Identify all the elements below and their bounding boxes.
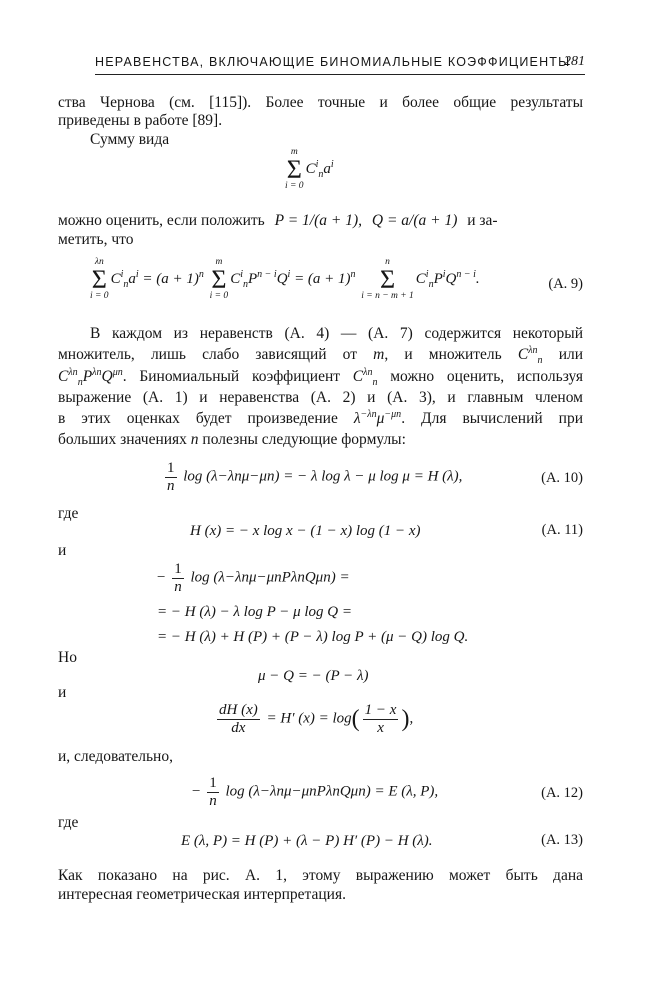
equation-a12: − $\frac{1}{n}$ log (λ−λnμ−μnPλnQμn) = E (λ, P), bbox=[192, 775, 439, 809]
text-line: и bbox=[58, 684, 67, 701]
text-line: и, следовательно, bbox=[58, 748, 173, 765]
text-line: больших значениях n полезны следующие формулы: bbox=[58, 431, 406, 448]
equation-number: (А. 13) bbox=[541, 832, 583, 848]
text-line: где bbox=[58, 814, 79, 831]
text-line: и bbox=[58, 542, 67, 559]
page-number: 281 bbox=[564, 54, 585, 69]
equation-a10: $\frac{1}{n}$ log (λ−λnμ−μn) = − λ log λ − μ log μ = H (λ), bbox=[167, 460, 463, 494]
equation-a9: λn Σ i = 0 $C^i_na^i = (a + 1)^n$ m Σ i = 0 $C^i_nP^{n - i}Q^i = (a + 1)^n$ n Σ i = n − m + 1 $C^i_nP^iQ^{n - i}$. bbox=[90, 257, 480, 301]
equation-derivation-2: = − H (λ) − λ log P − μ log Q = bbox=[157, 604, 353, 620]
text-line: выражение (А. 1) и неравенства (А. 2) и (А. 3), и главным членом bbox=[58, 389, 583, 406]
text-line: Сумму вида bbox=[90, 131, 170, 148]
equation-number: (А. 9) bbox=[548, 276, 583, 292]
header-rule bbox=[95, 74, 585, 75]
equation-derivation-1: − $\frac{1}{n}$ log (λ−λnμ−μnPλnQμn) = bbox=[157, 561, 350, 595]
text-line: приведены в работе [89]. bbox=[58, 112, 223, 129]
header-title: НЕРАВЕНСТВА, ВКЛЮЧАЮЩИЕ БИНОМИАЛЬНЫЕ КОЭФФИЦИЕНТЫ bbox=[95, 55, 571, 69]
equation-a11: H (x) = − x log x − (1 − x) log (1 − x) bbox=[190, 523, 421, 539]
equation-mu-q: μ − Q = − (P − λ) bbox=[258, 668, 369, 684]
text-line: интересная геометрическая интерпретация. bbox=[58, 886, 346, 903]
equation-sum: m Σ i = 0 $C^i_na^i$ bbox=[285, 147, 334, 191]
text-line: Но bbox=[58, 649, 77, 666]
equation-number: (А. 11) bbox=[541, 522, 583, 538]
equation-number: (А. 12) bbox=[541, 785, 583, 801]
running-header bbox=[95, 55, 585, 69]
text-line: ства Чернова (см. [115]). Более точные и более общие результаты bbox=[58, 94, 583, 111]
text-line: где bbox=[58, 505, 79, 522]
equation-derivative: $\frac{dH (x)}{dx}$ = H′ (x) = log( $\frac{1 - x}{x}$ ), bbox=[219, 702, 414, 736]
equation-derivation-3: = − H (λ) + H (P) + (P − λ) log P + (μ − Q) log Q. bbox=[157, 629, 469, 645]
text-line: можно оценить, если положить P = 1/(a + 1), Q = a/(a + 1) и за- bbox=[58, 212, 498, 229]
text-line: в этих оценках будет произведение $\lambda^{-\lambda n}\mu^{-\mu n}$. Для вычислений при bbox=[58, 408, 583, 427]
text-line: $C^{\lambda n}_nP^{\lambda n}Q^{\mu n}$. Биномиальный коэффициент $C^{\lambda n}_n$ можно оценить, используя bbox=[58, 366, 583, 389]
equation-number: (А. 10) bbox=[541, 470, 583, 486]
text-line: В каждом из неравенств (А. 4) — (А. 7) содержится некоторый bbox=[90, 325, 583, 342]
equation-a13: E (λ, P) = H (P) + (λ − P) H′ (P) − H (λ). bbox=[181, 833, 433, 849]
text-line: метить, что bbox=[58, 231, 134, 248]
text-line: множитель, лишь слабо зависящий от m, и множитель $C^{\lambda n}_n$ или bbox=[58, 344, 584, 367]
text-line: Как показано на рис. А. 1, этому выражению может быть дана bbox=[58, 867, 583, 884]
